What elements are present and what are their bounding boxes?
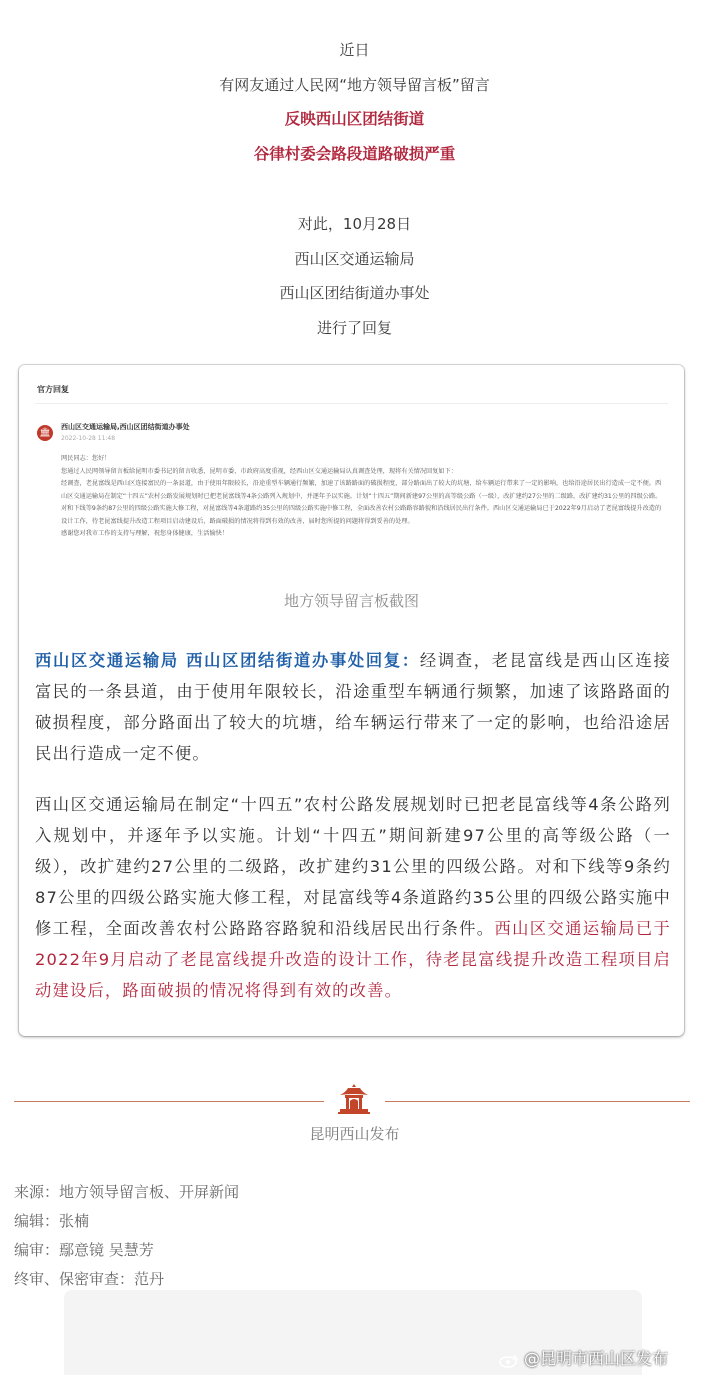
divider-right: [385, 1101, 690, 1102]
headline-line: 反映西山区团结街道: [284, 110, 425, 128]
government-building-icon: 🏛: [37, 425, 53, 441]
weibo-icon: [498, 1353, 520, 1367]
divider: [35, 403, 668, 404]
reply-text: 经调查，老昆富线是西山区连接富民的一条县道，由于使用年限较长，沿途重型车辆通行频繁，加速了该路路面的破损程度，部分路面出了较大的坑塘，给车辆运行带来了一定的影响，也给沿途居民出行造成一定不便。: [35, 651, 671, 763]
screenshot-org: 西山区交通运输局,西山区团结街道办事处: [61, 423, 190, 431]
intro-line: 西山区交通运输局: [294, 249, 415, 268]
intro-line: 近日: [339, 41, 370, 59]
message-board-screenshot: [27, 373, 676, 583]
screenshot-header: 官方回复: [37, 385, 69, 394]
credit-editor: 编辑：张楠: [14, 1212, 90, 1230]
intro-line: 有网友通过人民网“地方领导留言板”留言: [219, 75, 490, 94]
screenshot-caption: 地方领导留言板截图: [283, 592, 419, 610]
reply-lead: 西山区交通运输局 西山区团结街道办事处回复：: [35, 651, 420, 670]
credit-final: 终审、保密审查：范丹: [14, 1270, 165, 1288]
intro-block: [0, 33, 709, 345]
screenshot-paragraph: 网民同志：您好！: [61, 455, 111, 462]
intro-line: 对此，10月28日: [297, 215, 412, 233]
reply-paragraph-2: [35, 789, 671, 1006]
weibo-watermark: [498, 1346, 668, 1369]
pavilion-logo-icon: [336, 1082, 372, 1116]
reply-highlight: 西山区交通运输局已于2022年9月启动了老昆富线提升改造的设计工作，待老昆富线提升改造工程项目启动建设后，路面破损的情况将得到有效的改善。: [35, 919, 671, 1000]
screenshot-text: [61, 453, 667, 541]
credit-reviewer: 编审：鄢意镜 吴慧芳: [14, 1241, 154, 1259]
reply-card: [19, 365, 684, 1036]
reply-text: 西山区交通运输局在制定“十四五”农村公路发展规划时已把老昆富线等4条公路列入规划中，并逐年予以实施。计划“十四五”期间新建97公里的高等级公路（一级），改扩建约27公里的二级路，改扩建约31公里的四级公路。对和下线等9条约87公里的四级公路实施大修工程，对昆富线等4条道路约35公里的四级公路实施中修工程，全面改善农村公路路容路貌和沿线居民出行条件。: [35, 795, 671, 938]
headline-line: 谷律村委会路段道路破损严重: [253, 144, 456, 163]
screenshot-paragraph: 感谢您对我市工作的支持与理解，祝您身体健康，生活愉快！: [61, 530, 229, 537]
credit-source: 来源：地方领导留言板、开屏新闻: [14, 1183, 240, 1201]
intro-line: 进行了回复: [316, 318, 392, 337]
watermark-text: @昆明市西山区发布: [524, 1349, 669, 1368]
intro-line: 西山区团结街道办事处: [279, 284, 430, 302]
screenshot-date: 2022-10-28 11:48: [61, 435, 116, 442]
screenshot-paragraph: 经调查，老昆富线是西山区连接富民的一条县道，由于使用年限较长，沿途重型车辆通行频繁，加速了该路路面的破损程度，部分路面出了较大的坑塘，给车辆运行带来了一定的影响，也给沿途居民出行造成一定不便。西山区交通运输局在制定“十四五”农村公路发展规划时已把老昆富线等4条公路列入规划中，并逐年予以实施。计划“十四五”期间新建97公里的高等级公路（一级），改扩建约27公里的二级路，改扩建约31公里的四级公路。对和下线等9条约87公里的四级公路实施大修工程，对昆富线等4条道路约35公里的四级公路实施中修工程，全面改善农村公路路容路貌和沿线居民出行条件。西山区交通运输局已于2022年9月启动了老昆富线提升改造的设计工作，待老昆富线提升改造工程项目启动建设后，路面破损的情况将得到有效的改善，届时您所提的问题将得到妥善的处理。: [61, 480, 662, 525]
divider-left: [14, 1101, 324, 1102]
reply-paragraph-1: [35, 645, 671, 769]
credits: [14, 1178, 239, 1294]
screenshot-paragraph: 您通过人民网领导留言板给昆明市委书记的留言收悉，昆明市委、市政府高度重视，经西山区交通运输局认真调查处理，现将有关情况回复如下：: [61, 467, 457, 475]
brand-name: 昆明西山发布: [309, 1125, 400, 1143]
